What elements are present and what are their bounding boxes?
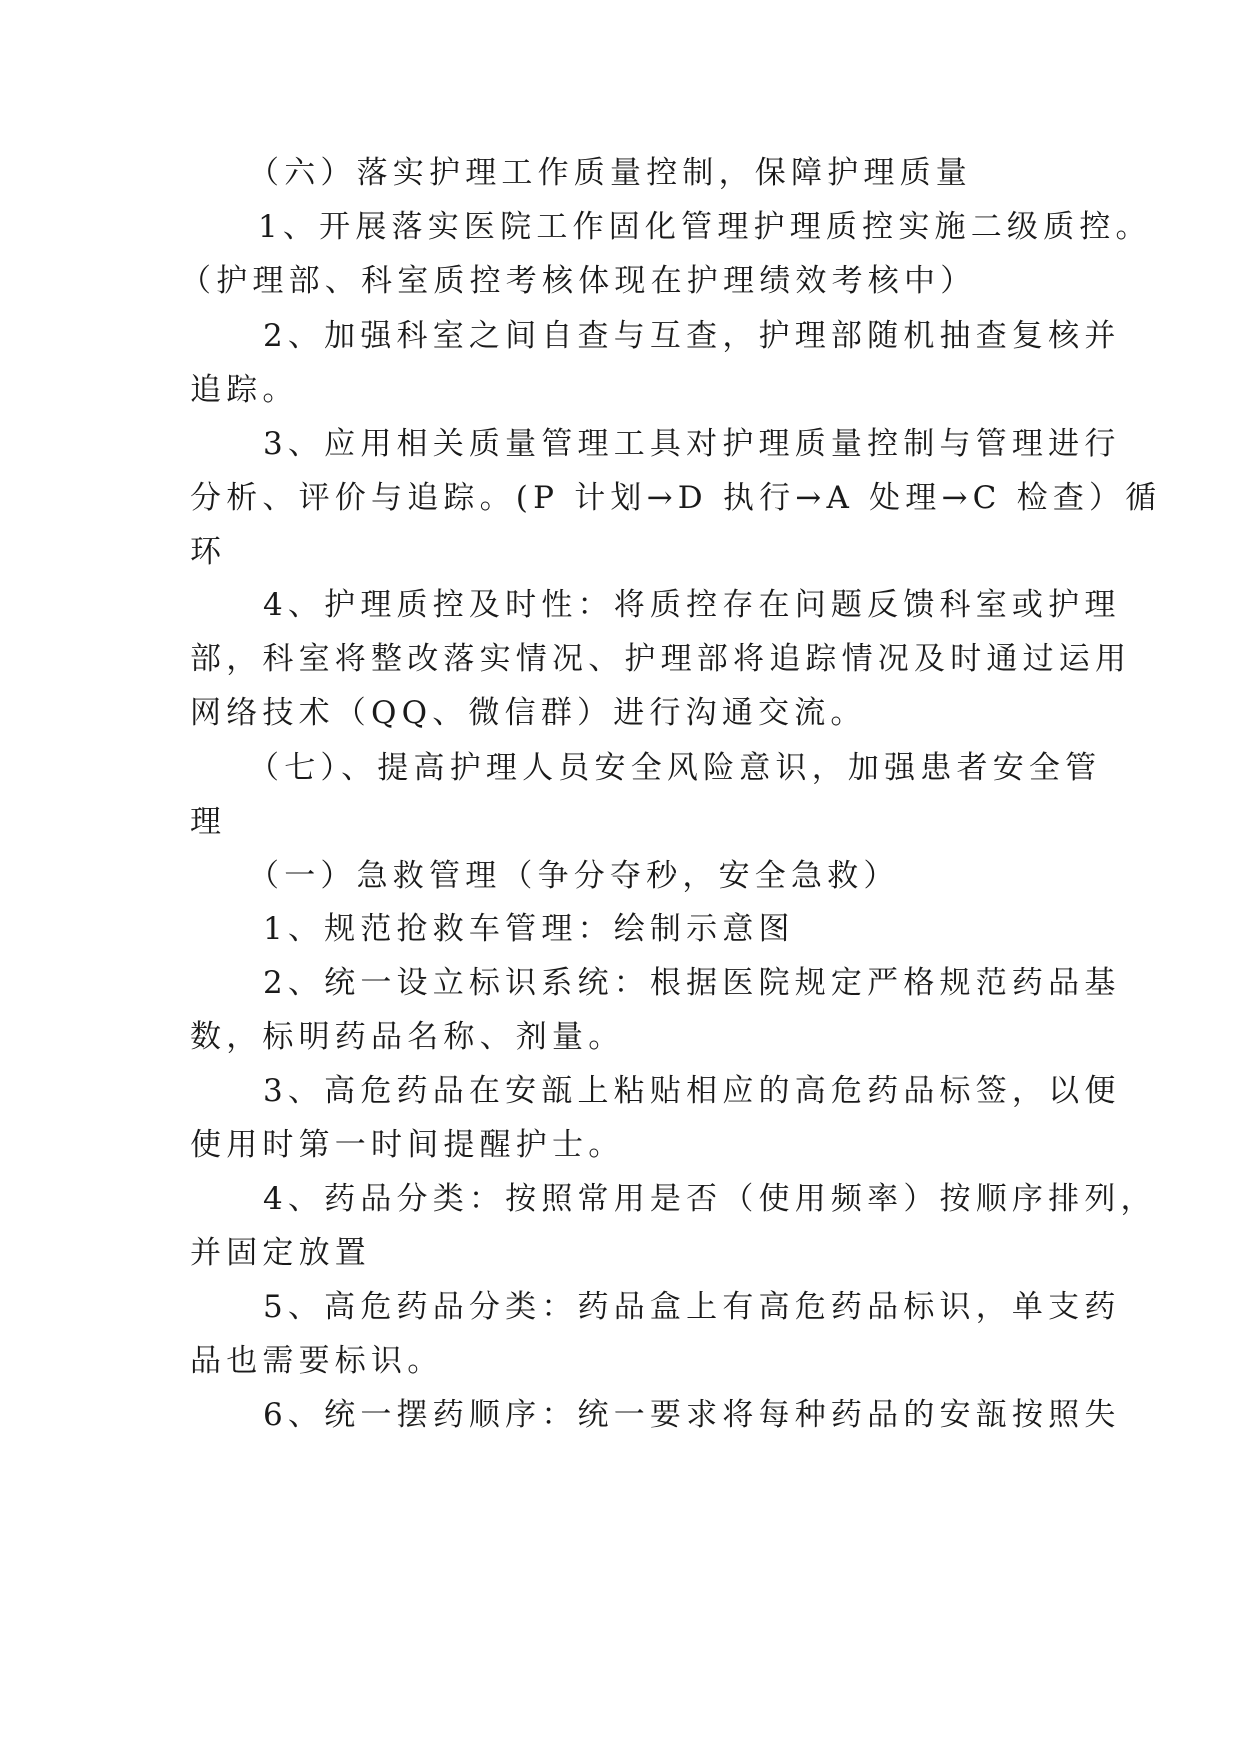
paragraph-line: 1、开展落实医院工作固化管理护理质控实施二级质控。 [258,209,1152,245]
section-heading: 理 [190,804,227,840]
paragraph-line: 6、统一摆药顺序：统一要求将每种药品的安瓿按照失 [263,1397,1121,1433]
paragraph-line: 环 [190,534,227,570]
paragraph-line: 分析、评价与追踪。(P 计划→D 执行→A 处理→C 检查）循 [190,480,1162,516]
paragraph-line: 2、统一设立标识系统：根据医院规定严格规范药品基 [263,965,1121,1001]
paragraph-line: （护理部、科室质控考核体现在护理绩效考核中） [180,263,977,299]
paragraph-line: 数，标明药品名称、剂量。 [190,1019,625,1055]
paragraph-line: 使用时第一时间提醒护士。 [190,1127,625,1163]
paragraph-line: 4、护理质控及时性：将质控存在问题反馈科室或护理 [263,587,1121,623]
paragraph-line: 1、规范抢救车管理：绘制示意图 [263,911,795,947]
paragraph-line: 并固定放置 [190,1235,371,1271]
paragraph-line: 品也需要标识。 [190,1343,444,1379]
section-heading: （六）落实护理工作质量控制，保障护理质量 [248,155,972,191]
paragraph-line: 网络技术（QQ、微信群）进行沟通交流。 [190,695,867,731]
paragraph-line: 追踪。 [190,372,299,408]
section-heading: （七）、提高护理人员安全风险意识，加强患者安全管 [248,750,1102,786]
paragraph-line: 4、药品分类：按照常用是否（使用频率）按顺序排列， [263,1181,1157,1217]
subsection-heading: （一）急救管理（争分夺秒，安全急救） [248,858,900,894]
paragraph-line: 部，科室将整改落实情况、护理部将追踪情况及时通过运用 [190,641,1132,677]
paragraph-line: 2、加强科室之间自查与互查，护理部随机抽查复核并 [263,318,1121,354]
paragraph-line: 3、应用相关质量管理工具对护理质量控制与管理进行 [263,426,1121,462]
paragraph-line: 5、高危药品分类：药品盒上有高危药品标识，单支药 [263,1289,1121,1325]
paragraph-line: 3、高危药品在安瓿上粘贴相应的高危药品标签，以便 [263,1073,1121,1109]
